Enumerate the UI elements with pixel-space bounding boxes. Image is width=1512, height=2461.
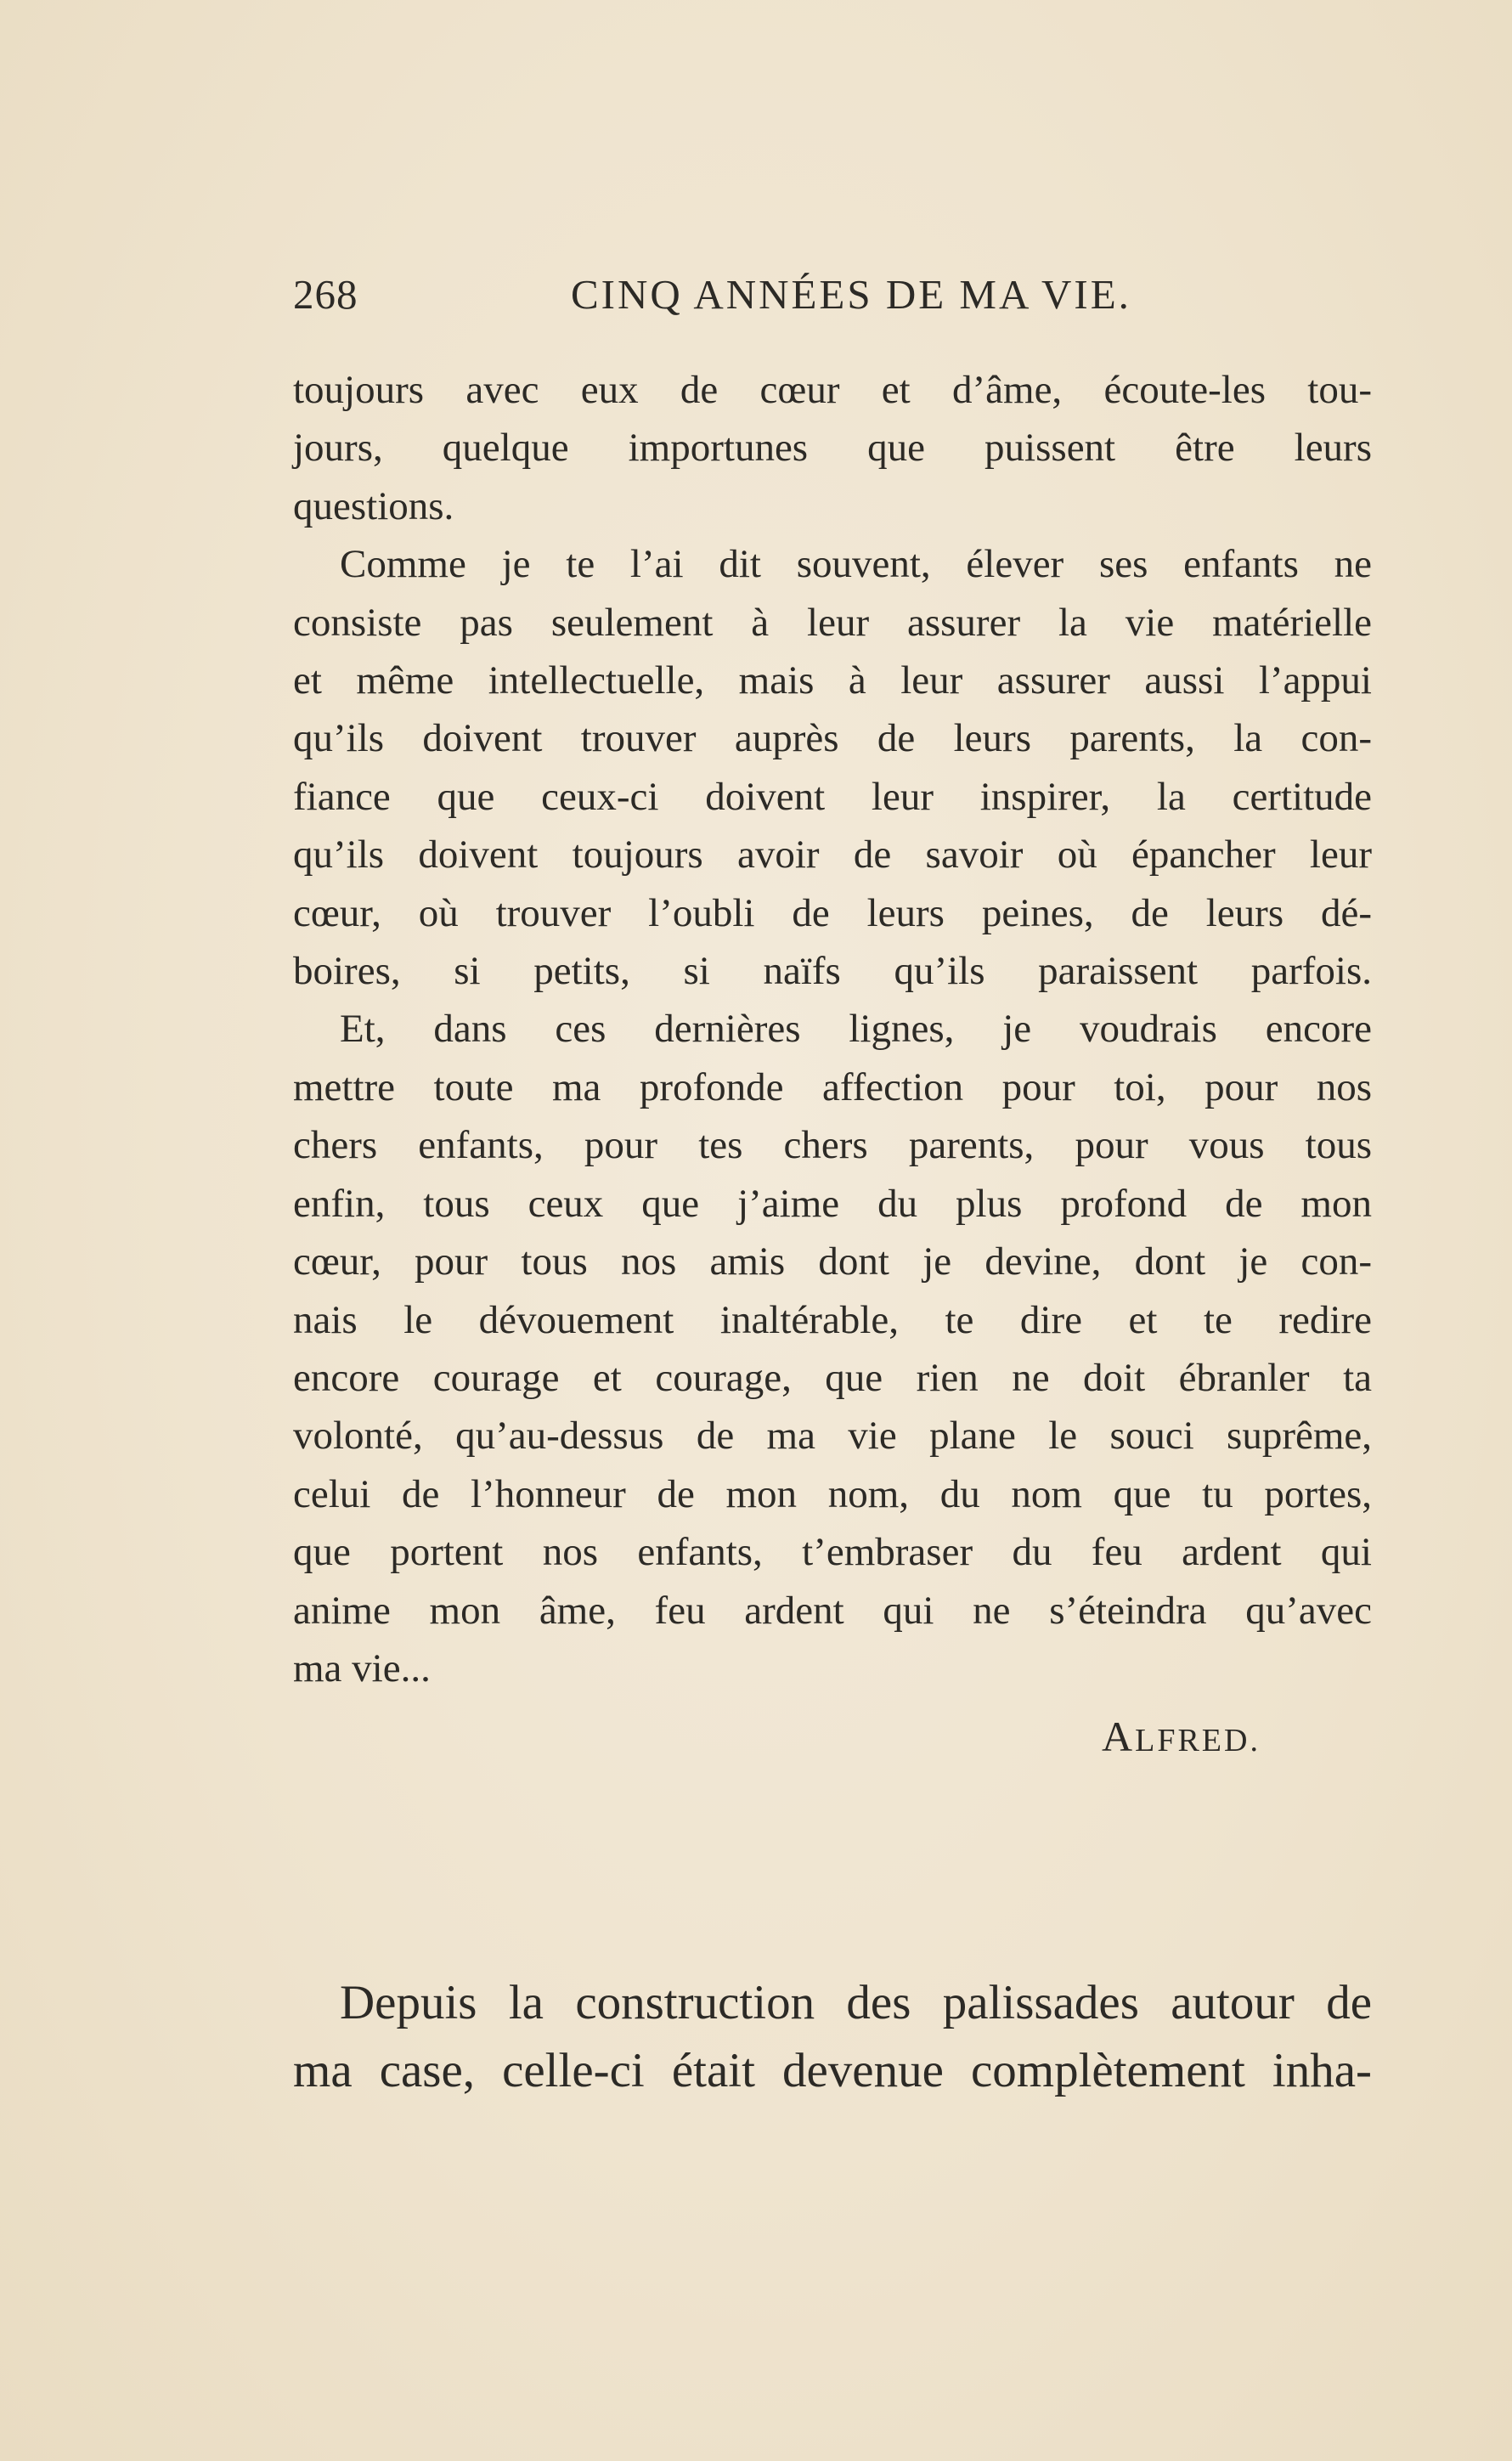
- text-line: enfin, tous ceux que j’aime du plus profond de mon: [293, 1181, 1372, 1226]
- text-line: nais le dévouement inaltérable, te dire et te redire: [293, 1297, 1372, 1342]
- text-line: celui de l’honneur de mon nom, du nom que tu portes,: [293, 1471, 1372, 1516]
- text-line: qu’ils doivent toujours avoir de savoir où épancher leur: [293, 833, 1372, 878]
- text-line: et même intellectuelle, mais à leur assurer aussi l’appui: [293, 658, 1372, 703]
- text-line: volonté, qu’au-dessus de ma vie plane le souci suprême,: [293, 1414, 1372, 1459]
- text-line: cœur, où trouver l’oubli de leurs peines, de leurs dé-: [293, 890, 1372, 935]
- signature: [1102, 1712, 1261, 1761]
- text-line: qu’ils doivent trouver auprès de leurs parents, la con-: [293, 716, 1372, 761]
- text-line: cœur, pour tous nos amis dont je devine, dont je con-: [293, 1239, 1372, 1284]
- page-header: [293, 270, 1372, 326]
- text-line: consiste pas seulement à leur assurer la vie matérielle: [293, 600, 1372, 645]
- text-line: questions.: [293, 483, 454, 528]
- page-number: 268: [293, 271, 358, 318]
- text-line: toujours avec eux de cœur et d’âme, écoute-les tou-: [293, 368, 1372, 412]
- text-line: chers enfants, pour tes chers parents, pour vous tous: [293, 1123, 1372, 1168]
- text-line: Et, dans ces dernières lignes, je voudrais encore: [340, 1007, 1372, 1052]
- text-line: encore courage et courage, que rien ne doit ébranler ta: [293, 1355, 1372, 1400]
- text-line: mettre toute ma profonde affection pour toi, pour nos: [293, 1064, 1372, 1109]
- text-line: boires, si petits, si naïfs qu’ils paraissent parfois.: [293, 949, 1372, 994]
- signature-rest: LFRED.: [1135, 1723, 1261, 1758]
- text-line: anime mon âme, feu ardent qui ne s’éteindra qu’avec: [293, 1588, 1372, 1633]
- text-line: ma vie...: [293, 1645, 431, 1691]
- text-line: Comme je te l’ai dit souvent, élever ses enfants ne: [340, 542, 1372, 587]
- running-title: CINQ ANNÉES DE MA VIE.: [571, 271, 1131, 318]
- text-line: que portent nos enfants, t’embraser du feu ardent qui: [293, 1530, 1372, 1575]
- next-section-text: [293, 1969, 1372, 2105]
- text-line: jours, quelque importunes que puissent être leurs: [293, 426, 1372, 471]
- text-line: Depuis la construction des palissades autour de: [340, 1976, 1372, 2029]
- letter-text: [293, 361, 1372, 1697]
- text-line: fiance que ceux-ci doivent leur inspirer, la certitude: [293, 774, 1372, 819]
- text-line: ma case, celle-ci était devenue complètement inha-: [293, 2044, 1372, 2097]
- signature-initial: A: [1102, 1713, 1136, 1760]
